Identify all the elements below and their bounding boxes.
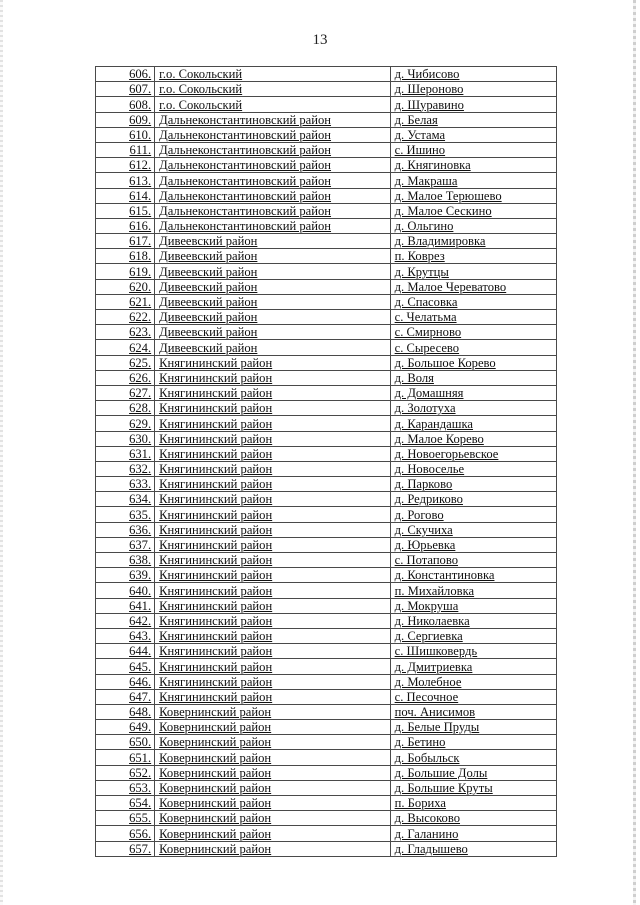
district-cell: Княгининский район	[155, 401, 391, 416]
row-number: 625.	[96, 355, 155, 370]
settlement-cell: д. Малое Корево	[390, 431, 556, 446]
district-cell: Ковернинский район	[155, 704, 391, 719]
page-number: 13	[312, 32, 328, 48]
district-cell: Княгининский район	[155, 507, 391, 522]
district-cell: Ковернинский район	[155, 780, 391, 795]
row-number: 649.	[96, 720, 155, 735]
row-number: 639.	[96, 568, 155, 583]
table-row	[96, 583, 557, 598]
table-row	[96, 416, 557, 431]
settlement-cell: д. Юрьевка	[390, 537, 556, 552]
settlement-cell: д. Высоково	[390, 811, 556, 826]
district-cell: Ковернинский район	[155, 765, 391, 780]
row-number: 648.	[96, 704, 155, 719]
settlement-cell: д. Спасовка	[390, 294, 556, 309]
district-cell: Дальнеконстантиновский район	[155, 188, 391, 203]
table-row	[96, 507, 557, 522]
district-cell: Княгининский район	[155, 689, 391, 704]
settlement-cell: д. Макраша	[390, 173, 556, 188]
table-row	[96, 598, 557, 613]
settlement-cell: поч. Анисимов	[390, 704, 556, 719]
district-cell: Княгининский район	[155, 370, 391, 385]
table-row	[96, 234, 557, 249]
settlement-cell: д. Новоегорьевское	[390, 446, 556, 461]
table-row	[96, 568, 557, 583]
district-cell: Дивеевский район	[155, 249, 391, 264]
table-row	[96, 264, 557, 279]
row-number: 629.	[96, 416, 155, 431]
row-number: 636.	[96, 522, 155, 537]
row-number: 626.	[96, 370, 155, 385]
settlement-cell: д. Константиновка	[390, 568, 556, 583]
row-number: 645.	[96, 659, 155, 674]
row-number: 610.	[96, 127, 155, 142]
row-number: 641.	[96, 598, 155, 613]
settlement-cell: д. Галанино	[390, 826, 556, 841]
settlement-cell: д. Сергиевка	[390, 628, 556, 643]
table-row	[96, 249, 557, 264]
district-cell: Дивеевский район	[155, 340, 391, 355]
table-row	[96, 765, 557, 780]
table-row	[96, 446, 557, 461]
row-number: 632.	[96, 461, 155, 476]
settlement-cell: с. Смирново	[390, 325, 556, 340]
district-cell: Княгининский район	[155, 674, 391, 689]
row-number: 643.	[96, 628, 155, 643]
table-row	[96, 188, 557, 203]
district-cell: Ковернинский район	[155, 811, 391, 826]
district-cell: Княгининский район	[155, 522, 391, 537]
district-cell: Дальнеконстантиновский район	[155, 173, 391, 188]
district-cell: Княгининский район	[155, 446, 391, 461]
district-cell: Княгининский район	[155, 644, 391, 659]
row-number: 650.	[96, 735, 155, 750]
table-row	[96, 689, 557, 704]
table-row	[96, 127, 557, 142]
table-row	[96, 553, 557, 568]
settlement-cell: д. Мокруша	[390, 598, 556, 613]
district-cell: Княгининский район	[155, 568, 391, 583]
row-number: 624.	[96, 340, 155, 355]
table-row	[96, 780, 557, 795]
row-number: 609.	[96, 112, 155, 127]
row-number: 646.	[96, 674, 155, 689]
settlement-cell: д. Белая	[390, 112, 556, 127]
settlement-cell: д. Устама	[390, 127, 556, 142]
settlement-cell: д. Ольгино	[390, 218, 556, 233]
district-cell: Княгининский район	[155, 613, 391, 628]
district-cell: Дивеевский район	[155, 234, 391, 249]
table-row	[96, 67, 557, 82]
row-number: 614.	[96, 188, 155, 203]
table-row	[96, 203, 557, 218]
row-number: 627.	[96, 385, 155, 400]
table-row	[96, 522, 557, 537]
settlement-cell: д. Большое Корево	[390, 355, 556, 370]
district-cell: Княгининский район	[155, 461, 391, 476]
row-number: 652.	[96, 765, 155, 780]
table-row	[96, 628, 557, 643]
settlement-cell: д. Шероново	[390, 82, 556, 97]
table-row	[96, 385, 557, 400]
row-number: 618.	[96, 249, 155, 264]
district-cell: Ковернинский район	[155, 796, 391, 811]
settlement-cell: д. Чибисово	[390, 67, 556, 82]
district-cell: Княгининский район	[155, 477, 391, 492]
row-number: 616.	[96, 218, 155, 233]
settlement-cell: д. Большие Круты	[390, 780, 556, 795]
table-row	[96, 279, 557, 294]
row-number: 615.	[96, 203, 155, 218]
district-cell: Ковернинский район	[155, 750, 391, 765]
table-row	[96, 158, 557, 173]
district-cell: Дальнеконстантиновский район	[155, 112, 391, 127]
row-number: 644.	[96, 644, 155, 659]
district-cell: Княгининский район	[155, 431, 391, 446]
table-row	[96, 355, 557, 370]
row-number: 647.	[96, 689, 155, 704]
settlement-cell: д. Бетино	[390, 735, 556, 750]
row-number: 619.	[96, 264, 155, 279]
table-row	[96, 750, 557, 765]
table-row	[96, 142, 557, 157]
settlement-cell: д. Золотуха	[390, 401, 556, 416]
table-row	[96, 841, 557, 856]
row-number: 656.	[96, 826, 155, 841]
row-number: 622.	[96, 310, 155, 325]
settlement-cell: д. Крутцы	[390, 264, 556, 279]
settlement-cell: д. Малое Сескино	[390, 203, 556, 218]
settlement-cell: д. Парково	[390, 477, 556, 492]
table-row	[96, 613, 557, 628]
table-row	[96, 370, 557, 385]
table-row	[96, 477, 557, 492]
table-row	[96, 796, 557, 811]
row-number: 653.	[96, 780, 155, 795]
row-number: 655.	[96, 811, 155, 826]
table-row	[96, 811, 557, 826]
table-row	[96, 735, 557, 750]
settlement-cell: д. Новоселье	[390, 461, 556, 476]
settlement-cell: д. Молебное	[390, 674, 556, 689]
district-cell: Дальнеконстантиновский район	[155, 142, 391, 157]
table-row	[96, 461, 557, 476]
district-cell: Дивеевский район	[155, 279, 391, 294]
district-cell: Дивеевский район	[155, 264, 391, 279]
district-cell: г.о. Сокольский	[155, 67, 391, 82]
settlement-cell: д. Рогово	[390, 507, 556, 522]
row-number: 654.	[96, 796, 155, 811]
district-cell: Княгининский район	[155, 416, 391, 431]
row-number: 637.	[96, 537, 155, 552]
district-cell: Дальнеконстантиновский район	[155, 218, 391, 233]
district-cell: Княгининский район	[155, 492, 391, 507]
district-cell: Княгининский район	[155, 553, 391, 568]
district-cell: Дивеевский район	[155, 310, 391, 325]
settlement-cell: д. Шуравино	[390, 97, 556, 112]
table-row	[96, 218, 557, 233]
settlement-cell: с. Ишино	[390, 142, 556, 157]
district-cell: Ковернинский район	[155, 720, 391, 735]
table-row	[96, 112, 557, 127]
settlement-cell: д. Гладышево	[390, 841, 556, 856]
settlement-cell: д. Бобыльск	[390, 750, 556, 765]
table-row	[96, 720, 557, 735]
settlement-cell: д. Карандашка	[390, 416, 556, 431]
settlement-cell: д. Воля	[390, 370, 556, 385]
district-cell: Княгининский район	[155, 583, 391, 598]
settlements-table	[95, 66, 557, 857]
table-row	[96, 310, 557, 325]
settlement-cell: д. Малое Терюшево	[390, 188, 556, 203]
row-number: 608.	[96, 97, 155, 112]
settlement-cell: д. Княгиновка	[390, 158, 556, 173]
row-number: 607.	[96, 82, 155, 97]
row-number: 642.	[96, 613, 155, 628]
district-cell: Княгининский район	[155, 598, 391, 613]
settlement-cell: д. Владимировка	[390, 234, 556, 249]
row-number: 613.	[96, 173, 155, 188]
table-row	[96, 82, 557, 97]
settlement-cell: с. Потапово	[390, 553, 556, 568]
settlement-cell: д. Домашняя	[390, 385, 556, 400]
row-number: 633.	[96, 477, 155, 492]
settlement-cell: п. Бориха	[390, 796, 556, 811]
settlement-cell: д. Скучиха	[390, 522, 556, 537]
row-number: 623.	[96, 325, 155, 340]
row-number: 612.	[96, 158, 155, 173]
row-number: 657.	[96, 841, 155, 856]
row-number: 620.	[96, 279, 155, 294]
table-row	[96, 704, 557, 719]
row-number: 606.	[96, 67, 155, 82]
district-cell: Княгининский район	[155, 385, 391, 400]
district-cell: Ковернинский район	[155, 826, 391, 841]
table-row	[96, 659, 557, 674]
settlement-cell: д. Малое Череватово	[390, 279, 556, 294]
row-number: 651.	[96, 750, 155, 765]
scan-edge-right	[633, 0, 636, 905]
table-row	[96, 492, 557, 507]
settlement-cell: с. Челатьма	[390, 310, 556, 325]
district-cell: Ковернинский район	[155, 735, 391, 750]
table-row	[96, 826, 557, 841]
table-row	[96, 340, 557, 355]
row-number: 634.	[96, 492, 155, 507]
table-row	[96, 173, 557, 188]
settlement-cell: д. Николаевка	[390, 613, 556, 628]
district-cell: г.о. Сокольский	[155, 82, 391, 97]
district-cell: Дальнеконстантиновский район	[155, 158, 391, 173]
district-cell: Ковернинский район	[155, 841, 391, 856]
table-row	[96, 537, 557, 552]
district-cell: Дальнеконстантиновский район	[155, 127, 391, 142]
district-cell: Княгининский район	[155, 355, 391, 370]
row-number: 628.	[96, 401, 155, 416]
row-number: 621.	[96, 294, 155, 309]
table-row	[96, 97, 557, 112]
row-number: 617.	[96, 234, 155, 249]
district-cell: Дальнеконстантиновский район	[155, 203, 391, 218]
row-number: 640.	[96, 583, 155, 598]
settlement-cell: д. Дмитриевка	[390, 659, 556, 674]
settlement-cell: с. Шишковердь	[390, 644, 556, 659]
table-row	[96, 401, 557, 416]
scan-edge-left	[0, 0, 3, 905]
table-row	[96, 431, 557, 446]
row-number: 611.	[96, 142, 155, 157]
settlement-cell: с. Сыресево	[390, 340, 556, 355]
settlement-cell: д. Белые Пруды	[390, 720, 556, 735]
row-number: 630.	[96, 431, 155, 446]
table-row	[96, 294, 557, 309]
district-cell: Княгининский район	[155, 659, 391, 674]
row-number: 635.	[96, 507, 155, 522]
district-cell: Княгининский район	[155, 628, 391, 643]
settlement-cell: с. Песочное	[390, 689, 556, 704]
settlement-cell: п. Михайловка	[390, 583, 556, 598]
settlement-cell: п. Коврез	[390, 249, 556, 264]
settlements-table-body	[96, 67, 557, 857]
table-row	[96, 325, 557, 340]
row-number: 638.	[96, 553, 155, 568]
district-cell: Дивеевский район	[155, 325, 391, 340]
district-cell: Дивеевский район	[155, 294, 391, 309]
table-row	[96, 644, 557, 659]
table-row	[96, 674, 557, 689]
district-cell: Княгининский район	[155, 537, 391, 552]
settlement-cell: д. Редриково	[390, 492, 556, 507]
row-number: 631.	[96, 446, 155, 461]
settlement-cell: д. Большие Долы	[390, 765, 556, 780]
district-cell: г.о. Сокольский	[155, 97, 391, 112]
